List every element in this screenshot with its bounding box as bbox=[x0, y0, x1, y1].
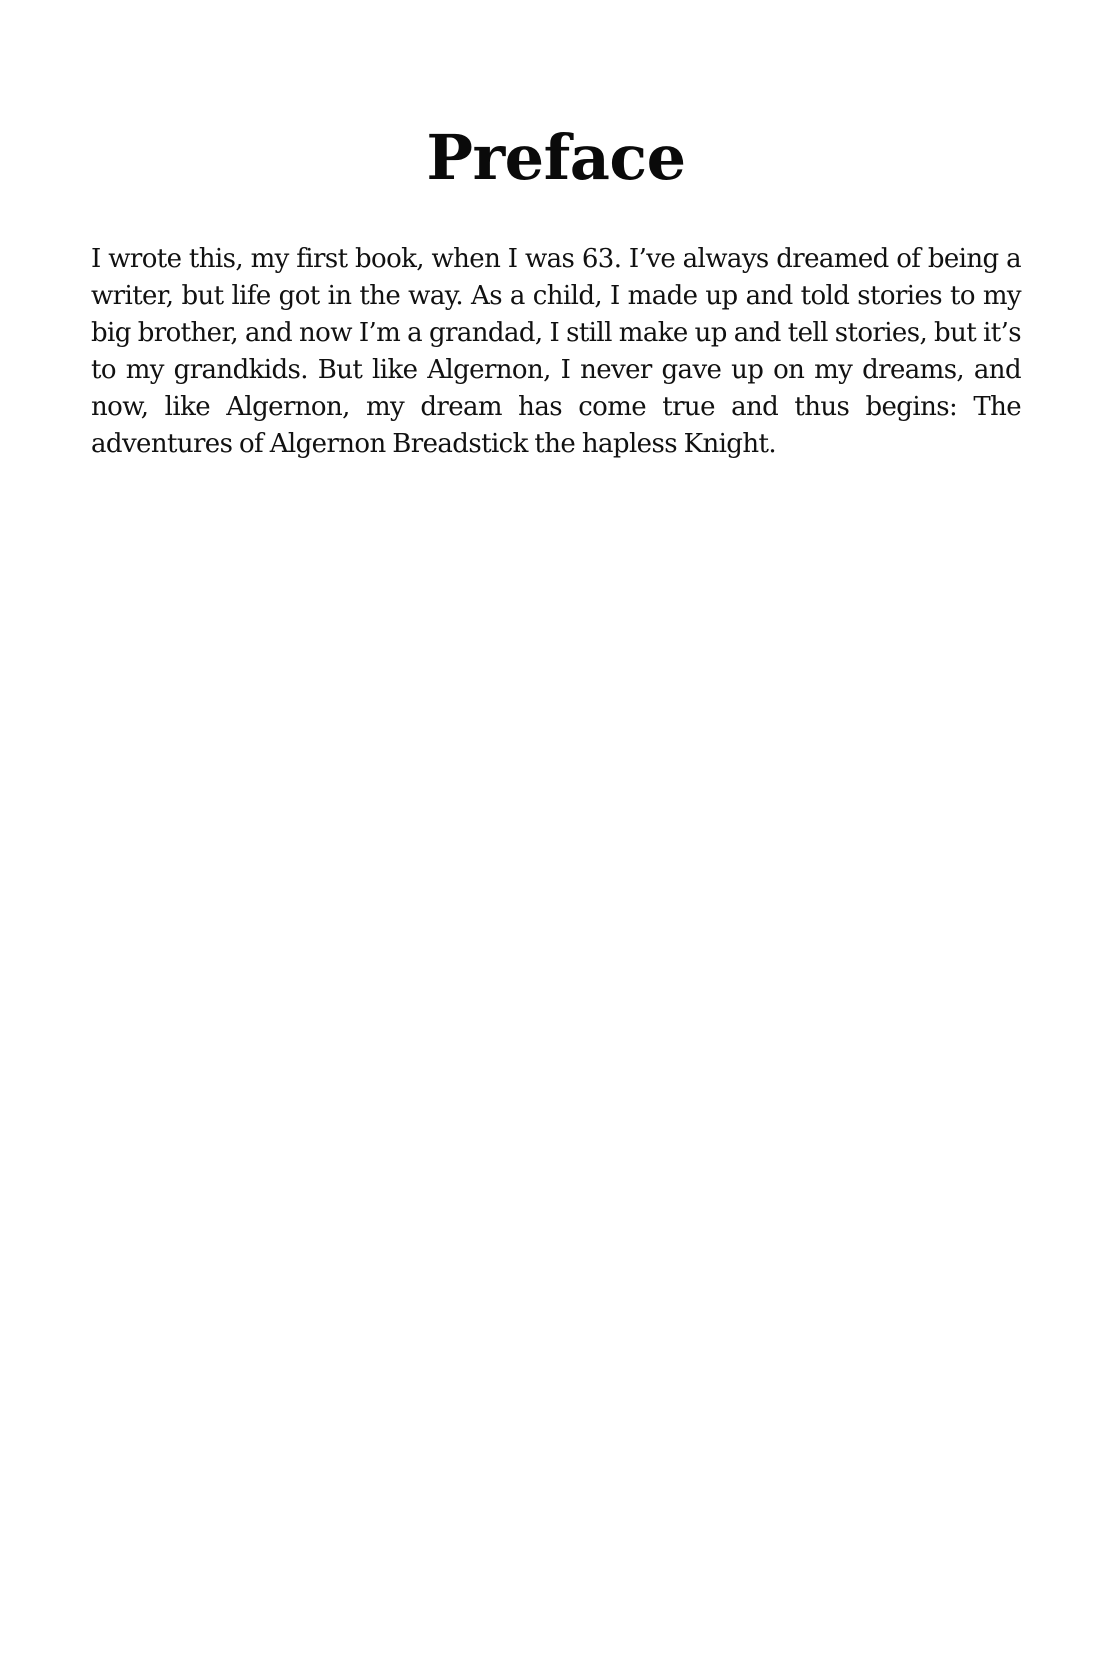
preface-paragraph: I wrote this, my first book, when I was 63. I’ve always dreamed of being a writer, but life got in the way. As a child, I made up and told stories to my big brother, and now I’m a grandad, I still make up and tell stories, but it’s to my grandkids. But like Algernon, I never gave up on my dreams, and now, like Algernon, my dream has come true and thus begins: The adventures of Algernon Breadstick the hapless Knight. bbox=[91, 244, 1021, 459]
chapter-title: Preface bbox=[426, 121, 686, 194]
